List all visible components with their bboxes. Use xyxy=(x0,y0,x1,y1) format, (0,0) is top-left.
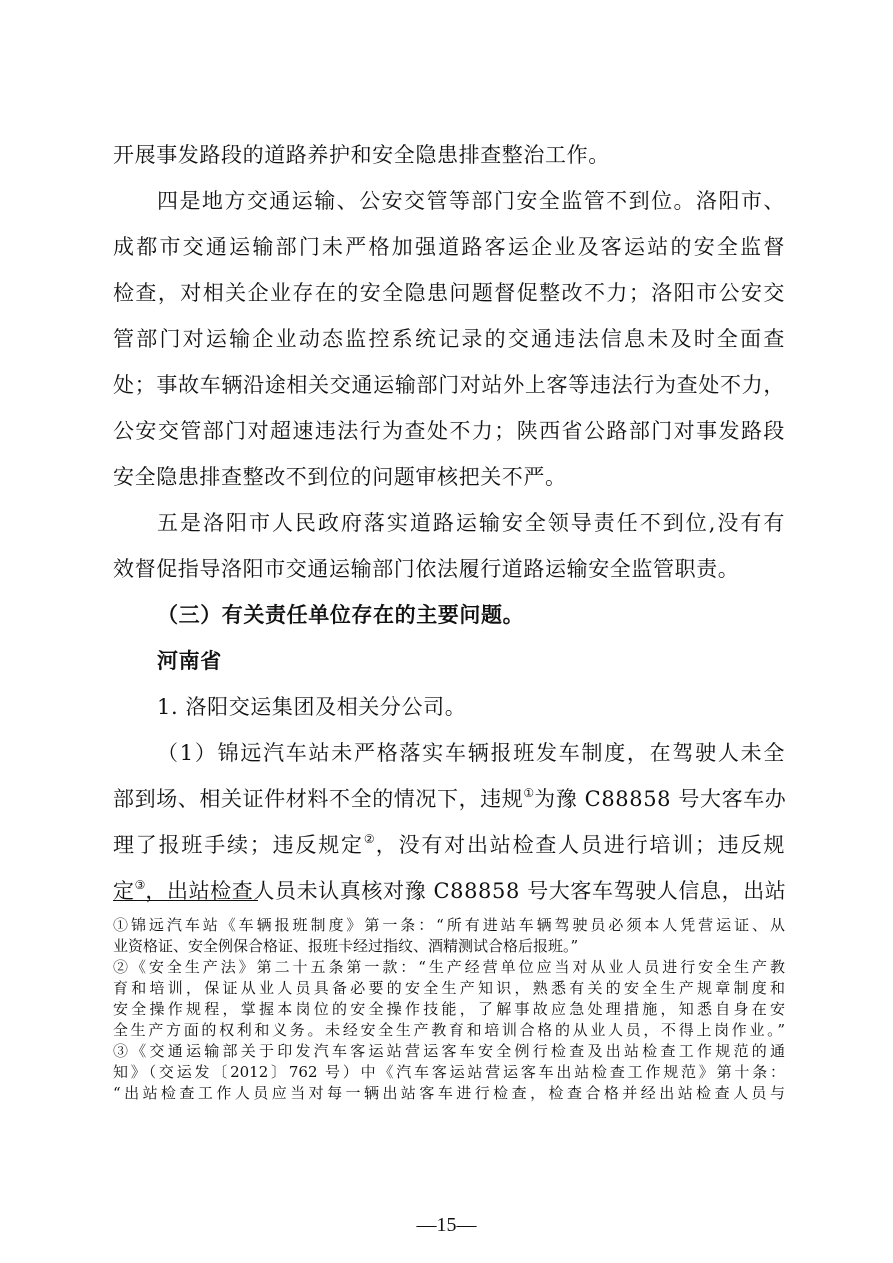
paragraph-line: 开展事发路段的道路养护和安全隐患排查整治工作。 xyxy=(113,143,610,167)
text-run: 为豫 C88858 号大客车办 xyxy=(534,787,787,811)
footnote-line: 安全操作规程，掌握本岗位的安全操作技能，了解事故应急处理措施，知悉自身在安 xyxy=(113,1000,785,1018)
text-run: ，出站检查人员未认真核对豫 C88858 号大客车驾驶人信息，出站 xyxy=(145,879,787,903)
footnote-ref-2[interactable]: ② xyxy=(363,832,376,846)
footnote-ref-3[interactable]: ③ xyxy=(134,878,146,892)
paragraph-line: 效督促指导洛阳市交通运输部门依法履行道路运输安全监管职责。 xyxy=(113,557,740,581)
section-heading: （三）有关责任单位存在的主要问题。 xyxy=(157,603,525,627)
footnote-line: ③《交通运输部关于印发汽车客运站营运客车安全例行检查及出站检查工作规范的通 xyxy=(113,1042,785,1060)
text-run: 理了报班手续；违反规定 xyxy=(113,833,364,857)
footnote-separator xyxy=(113,900,258,901)
footnote-line: 全生产方面的权利和义务。未经安全生产教育和培训合格的从业人员，不得上岗作业。” xyxy=(113,1021,785,1039)
page-number: —15— xyxy=(416,1214,477,1236)
footnote-line: ①锦远汽车站《车辆报班制度》第一条：“所有进站车辆驾驶员必须本人凭营运证、从 xyxy=(113,916,785,934)
paragraph-line xyxy=(113,784,785,814)
footnote-line: 业资格证、安全例保合格证、报班卡经过指纹、酒精测试合格后报班。” xyxy=(113,937,579,955)
footnote-line: “出站检查工作人员应当对每一辆出站客车进行检查，检查合格并经出站检查人员与 xyxy=(113,1084,785,1102)
text-run: 部到场、相关证件材料不全的情况下，违规 xyxy=(113,787,524,811)
item-heading: 1. 洛阳交运集团及相关分公司。 xyxy=(157,695,467,719)
footnote-line: ②《安全生产法》第二十五条第一款：“生产经营单位应当对从业人员进行安全生产教 xyxy=(113,958,785,976)
paragraph-line: 管部门对运输企业动态监控系统记录的交通违法信息未及时全面查 xyxy=(113,327,785,351)
paragraph-line: 五是洛阳市人民政府落实道路运输安全领导责任不到位,没有有 xyxy=(157,511,785,535)
paragraph-line: 公安交管部门对超速违法行为查处不力；陕西省公路部门对事发路段 xyxy=(113,419,785,443)
paragraph-line: （1）锦远汽车站未严格落实车辆报班发车制度，在驾驶人未全 xyxy=(157,741,785,765)
footnote-line: 育和培训，保证从业人员具备必要的安全生产知识，熟悉有关的安全生产规章制度和 xyxy=(113,979,785,997)
paragraph-line: 安全隐患排查整改不到位的问题审核把关不严。 xyxy=(113,465,567,489)
text-run: ，没有对出站检查人员进行培训；违反规 xyxy=(375,833,785,857)
text-run: 定 xyxy=(113,879,135,903)
paragraph-line xyxy=(113,830,785,860)
footnote-ref-1[interactable]: ① xyxy=(523,786,535,800)
paragraph-line: 成都市交通运输部门未严格加强道路客运企业及客运站的安全监督 xyxy=(113,235,785,259)
paragraph-line: 四是地方交通运输、公安交管等部门安全监管不到位。洛阳市、 xyxy=(157,189,785,213)
paragraph-line xyxy=(113,876,785,906)
paragraph-line: 检查，对相关企业存在的安全隐患问题督促整改不力；洛阳市公安交 xyxy=(113,281,785,305)
paragraph-line: 处；事故车辆沿途相关交通运输部门对站外上客等违法行为查处不力， xyxy=(113,373,785,397)
province-heading: 河南省 xyxy=(157,649,222,673)
footnote-line: 知》（交运发〔2012〕762 号）中《汽车客运站营运客车出站检查工作规范》第十条： xyxy=(113,1063,785,1081)
